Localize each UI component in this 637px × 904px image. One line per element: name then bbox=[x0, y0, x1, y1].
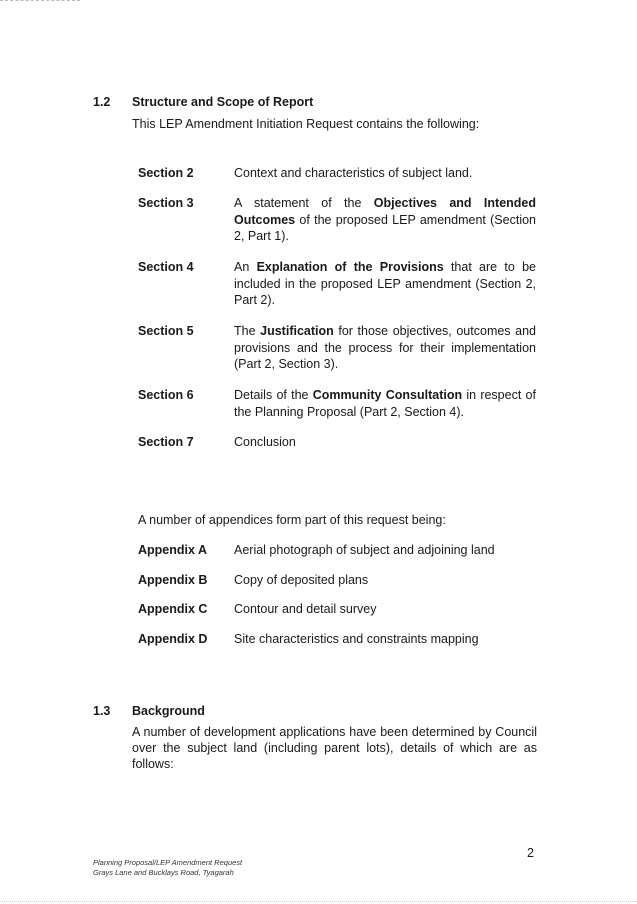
bottom-edge-mark bbox=[0, 901, 637, 902]
appendix-description: Aerial photograph of subject and adjoining land bbox=[234, 543, 495, 557]
description-text: Details of the bbox=[234, 388, 313, 402]
appendix-label: Appendix C bbox=[138, 602, 208, 616]
section-description bbox=[234, 259, 536, 309]
emphasis-text: Objectives and Intended Outcomes bbox=[234, 196, 537, 227]
appendix-description: Site characteristics and constraints mapping bbox=[234, 632, 479, 646]
appendix-description: Contour and detail survey bbox=[234, 602, 377, 616]
section-title: Background bbox=[132, 704, 205, 718]
section-1-3-heading bbox=[93, 704, 205, 718]
section-label: Section 2 bbox=[138, 166, 194, 180]
description-text: A statement of the bbox=[234, 196, 374, 210]
section-1-2-intro: This LEP Amendment Initiation Request contains the following: bbox=[132, 117, 480, 131]
description-text: An bbox=[234, 260, 257, 274]
section-label: Section 5 bbox=[138, 324, 194, 338]
section-label: Section 7 bbox=[138, 435, 194, 449]
section-label: Section 3 bbox=[138, 196, 194, 210]
description-text: Conclusion bbox=[234, 435, 296, 449]
section-number: 1.2 bbox=[93, 95, 111, 109]
appendix-label: Appendix A bbox=[138, 543, 207, 557]
section-1-3-body: A number of development applications have been determined by Council over the subject land (including parent lots), details of which are as follows: bbox=[132, 725, 537, 771]
emphasis-text: Justification bbox=[260, 324, 334, 338]
emphasis-text: Explanation of the Provisions bbox=[256, 260, 444, 274]
appendix-label: Appendix B bbox=[138, 573, 208, 587]
description-text: The bbox=[234, 324, 261, 338]
section-1-2-heading bbox=[93, 95, 313, 109]
footer-line-2: Grays Lane and Bucklays Road, Tyagarah bbox=[93, 868, 234, 877]
section-title: Structure and Scope of Report bbox=[132, 95, 314, 109]
footer-line-1: Planning Proposal/LEP Amendment Request bbox=[93, 858, 243, 867]
page-number: 2 bbox=[527, 846, 534, 860]
section-label: Section 6 bbox=[138, 388, 194, 402]
appendix-description: Copy of deposited plans bbox=[234, 573, 369, 587]
description-text: Context and characteristics of subject land. bbox=[234, 166, 473, 180]
description-text: in respect of the Planning Proposal (Part 2, Section 4). bbox=[234, 388, 536, 419]
section-description bbox=[234, 165, 536, 182]
emphasis-text: Community Consultation bbox=[312, 388, 463, 402]
appendix-label: Appendix D bbox=[138, 632, 208, 646]
top-edge-mark bbox=[0, 0, 80, 1]
section-description bbox=[234, 323, 536, 373]
page-footer bbox=[93, 858, 242, 878]
description-text: that are to be included in the proposed LEP amendment (Section 2, Part 2). bbox=[234, 260, 536, 307]
section-description bbox=[234, 195, 536, 245]
section-label: Section 4 bbox=[138, 260, 194, 274]
section-description bbox=[234, 434, 536, 451]
section-number: 1.3 bbox=[93, 704, 111, 718]
section-description bbox=[234, 387, 536, 420]
description-text: of the proposed LEP amendment (Section 2, Part 1). bbox=[234, 212, 536, 243]
description-text: for those objectives, outcomes and provisions and the process for their implementation (Part 2, Section 3). bbox=[234, 324, 537, 371]
appendices-intro: A number of appendices form part of this request being: bbox=[138, 513, 446, 527]
